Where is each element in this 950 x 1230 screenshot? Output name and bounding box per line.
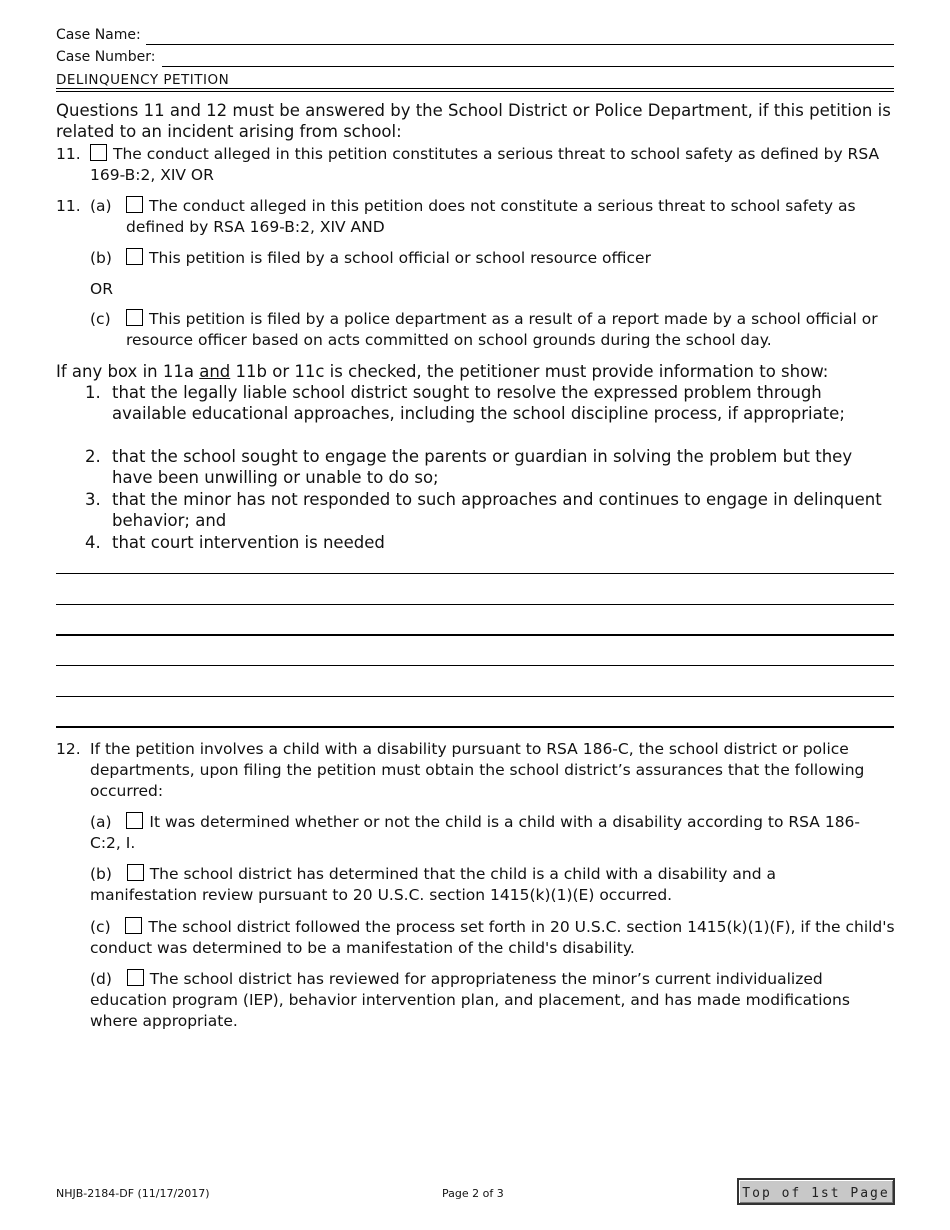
q11a-checkbox[interactable] (126, 196, 143, 213)
answer-line-2[interactable] (56, 604, 894, 605)
requirements-lead-2: 11b or 11c is checked, the petitioner must provide information to show: (230, 362, 829, 381)
title-rule-1 (56, 88, 894, 89)
q11-number: 11. (56, 145, 81, 163)
requirements-lead-1: If any box in 11a (56, 362, 200, 381)
title-rule-2 (56, 91, 894, 92)
case-number-label: Case Number: (56, 49, 156, 65)
intro-text: Questions 11 and 12 must be answered by the School District or Police Department, if this petition is related to an incident arising from school: (56, 101, 891, 141)
answer-line-4[interactable] (56, 665, 894, 666)
q12b-text: The school district has determined that the child is a child with a disability and a manifestation review pursuant to 20 U.S.C. section 1415(k)(1)(E) occurred. (90, 865, 776, 904)
case-name-field[interactable] (146, 44, 894, 45)
q12c-label: (c) (90, 918, 111, 936)
req-3-number: 3. (85, 490, 101, 509)
or-text: OR (90, 280, 113, 298)
q12b-checkbox[interactable] (127, 864, 144, 881)
req-1-number: 1. (85, 383, 101, 402)
q11a-label: (a) (90, 197, 112, 215)
q12d-item (90, 969, 896, 1032)
q12b-label: (b) (90, 865, 112, 883)
case-number-field[interactable] (162, 66, 894, 67)
answer-line-1[interactable] (56, 573, 894, 574)
req-2-number: 2. (85, 447, 101, 466)
q12c-checkbox[interactable] (125, 917, 142, 934)
requirements-lead-and: and (199, 362, 231, 381)
q11-item (90, 144, 900, 186)
q11-checkbox[interactable] (90, 144, 107, 161)
q12a-label: (a) (90, 813, 112, 831)
requirements-lead (56, 361, 906, 382)
top-of-first-page-button[interactable]: Top of 1st Page (737, 1178, 895, 1205)
q11b-label: (b) (90, 249, 112, 267)
q11c-item (126, 309, 898, 351)
q12a-text: It was determined whether or not the child is a child with a disability according to RSA 186-C:2, I. (90, 813, 861, 852)
req-4-text: that court intervention is needed (112, 533, 385, 552)
q12d-checkbox[interactable] (127, 969, 144, 986)
answer-line-5[interactable] (56, 696, 894, 697)
form-title: DELINQUENCY PETITION (56, 72, 230, 88)
answer-line-6[interactable] (56, 726, 894, 728)
req-2-text: that the school sought to engage the parents or guardian in solving the problem but they have been unwilling or unable to do so; (112, 447, 853, 487)
form-id: NHJB-2184-DF (11/17/2017) (56, 1187, 210, 1200)
q12c-text: The school district followed the process set forth in 20 U.S.C. section 1415(k)(1)(F), if the child's conduct was determined to be a manifestation of the child's disability. (90, 918, 895, 957)
q11a-number: 11. (56, 197, 81, 215)
q12-number: 12. (56, 740, 81, 758)
q11b-item (126, 248, 896, 269)
q11-text: The conduct alleged in this petition constitutes a serious threat to school safety as defined by RSA 169-B:2, XIV OR (90, 145, 880, 184)
q12a-checkbox[interactable] (126, 812, 143, 829)
q12c-item (90, 917, 896, 959)
req-4-number: 4. (85, 533, 101, 552)
q12-text: If the petition involves a child with a disability pursuant to RSA 186-C, the school district or police departments, upon filing the petition must obtain the school district’s assurances that the following occurred: (90, 740, 865, 800)
q11c-label: (c) (90, 310, 111, 328)
q11b-text: This petition is filed by a school official or school resource officer (149, 249, 651, 267)
q11c-text: This petition is filed by a police department as a result of a report made by a school official or resource officer based on acts committed on school grounds during the school day. (126, 310, 878, 349)
q12d-label: (d) (90, 970, 112, 988)
q11b-checkbox[interactable] (126, 248, 143, 265)
q12a-item (90, 812, 880, 854)
q11a-text: The conduct alleged in this petition does not constitute a serious threat to school safety as defined by RSA 169-B:2, XIV AND (126, 197, 856, 236)
req-3-text: that the minor has not responded to such approaches and continues to engage in delinquent behavior; and (112, 490, 882, 530)
case-name-label: Case Name: (56, 27, 141, 43)
q12d-text: The school district has reviewed for appropriateness the minor’s current individualized education program (IEP), behavior intervention plan, and placement, and has made modifications where appropriate. (90, 970, 850, 1030)
q11a-item (126, 196, 896, 238)
answer-line-3[interactable] (56, 634, 894, 636)
q12b-item (90, 864, 880, 906)
q11c-checkbox[interactable] (126, 309, 143, 326)
page-number: Page 2 of 3 (442, 1187, 504, 1200)
req-1-text: that the legally liable school district sought to resolve the expressed problem through available educational approaches, including the school discipline process, if appropriate; (112, 383, 845, 423)
